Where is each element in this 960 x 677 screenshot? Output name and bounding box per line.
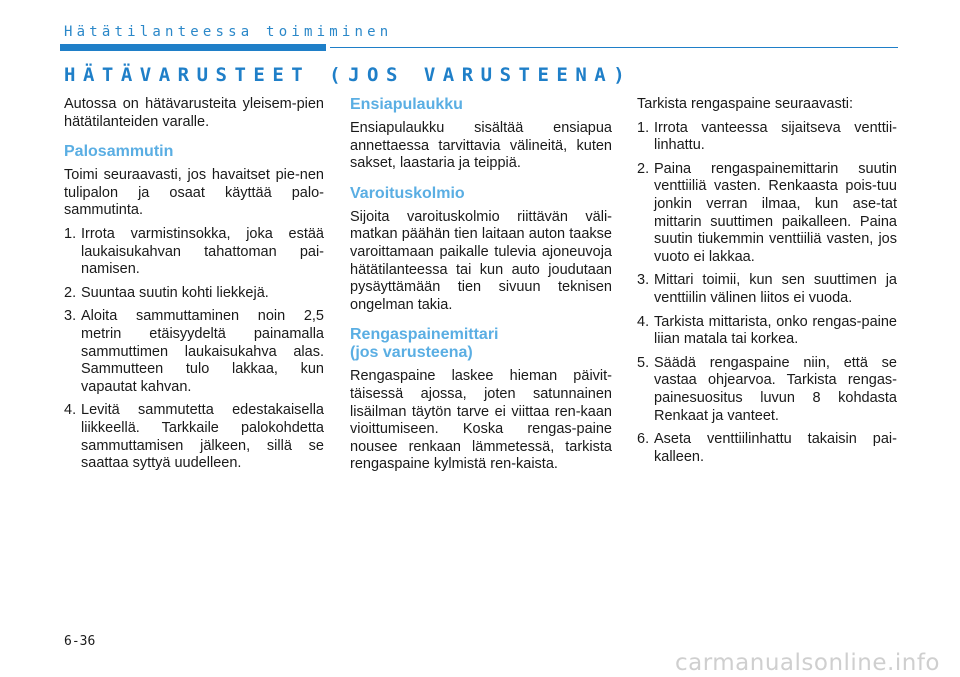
first-aid-kit-heading: Ensiapulaukku <box>350 96 463 113</box>
first-aid-kit-text: Ensiapulaukku sisältää ensiapua annettaessa tarvittavia välineitä, kuten sakset, laastaria ja teippiä. <box>350 120 612 172</box>
fire-extinguisher-heading: Palosammutin <box>64 143 174 161</box>
list-item <box>637 272 897 307</box>
list-item <box>64 308 324 396</box>
watermark: carmanualsonline.info <box>674 650 940 676</box>
warning-triangle-heading: Varoituskolmio <box>350 184 465 202</box>
step-text: Tarkista mittarista, onko rengas-paine liian matala tai korkea. <box>654 313 897 348</box>
step-number: 5. <box>637 354 650 371</box>
list-item <box>637 120 897 155</box>
step-text: Levitä sammutetta edestakaisella liikkeellä. Tarkkaile palokohdetta sammuttamisen jälkeen, sillä se saattaa syttyä uudelleen. <box>81 402 324 472</box>
column-2 <box>350 96 612 480</box>
tire-gauge-heading-line1: Rengaspainemittari <box>350 326 499 344</box>
list-item <box>637 161 897 267</box>
step-number: 1. <box>637 119 650 136</box>
step-text: Aseta venttiilinhattu takaisin pai-kalleen. <box>654 431 897 465</box>
warning-triangle-text: Sijoita varoituskolmio riittävän väli-matkan päähän tien laitaan auton taakse varoittamaan paikalle tulevia ajoneuvoja hätätilanteessa tai kun auto joudutaan pysäyttämään tien sivuun teknisen ongelman takia. <box>350 208 612 313</box>
list-item <box>64 285 324 303</box>
fire-extinguisher-lead: Toimi seuraavasti, jos havaitset pie-nen tulipalon ja osaat käyttää palo-sammutinta. <box>64 167 324 219</box>
chapter-breadcrumb: Hätätilanteessa toimiminen <box>64 24 393 40</box>
step-number: 1. <box>64 225 77 242</box>
tire-gauge-text: Rengaspaine laskee hieman päivit-täisessä ajossa, joten satunnainen lisäilman täytön tarve ei viittaa ren-kaan vioittumiseen. Koska rengas-paine nousee renkaan lämmetessä, tarkista rengaspaine kylmistä ren-kaista. <box>350 368 612 473</box>
intro-paragraph: Autossa on hätävarusteita yleisem-pien hätätilanteiden varalle. <box>64 96 324 130</box>
step-number: 2. <box>637 160 650 177</box>
step-number: 3. <box>637 272 650 289</box>
section-title: HÄTÄVARUSTEET (JOS VARUSTEENA) <box>64 64 633 86</box>
step-number: 6. <box>637 431 650 448</box>
tire-gauge-heading-line2: (jos varusteena) <box>350 344 473 362</box>
header-rule-thin <box>330 47 898 48</box>
column-3 <box>637 96 897 472</box>
list-item <box>64 226 324 279</box>
step-text: Irrota vanteessa sijaitseva venttii-linhattu. <box>654 119 897 154</box>
step-text: Mittari toimii, kun sen suuttimen ja venttiilin välinen liitos ei vuoda. <box>654 272 897 306</box>
list-item <box>637 355 897 425</box>
step-number: 4. <box>64 402 77 419</box>
step-text: Paina rengaspainemittarin suutin venttiiliä vasten. Renkaasta pois-tuu jonkin verran ilmaa, kun ase-tat mittarin suuttimen paikalleen. Paina suutin tiukemmin venttiiliä vasten, jos vuoto ei lakkaa. <box>654 160 897 265</box>
list-item <box>637 314 897 349</box>
list-item <box>637 431 897 466</box>
list-item <box>64 402 324 472</box>
tire-check-steps <box>637 120 897 467</box>
step-number: 3. <box>64 308 77 325</box>
step-text: Säädä rengaspaine niin, että se vastaa ohjearvoa. Tarkista rengas-painesuositus luvun 8 kohdasta Renkaat ja vanteet. <box>654 354 897 424</box>
tire-check-lead: Tarkista rengaspaine seuraavasti: <box>637 96 854 112</box>
step-text: Irrota varmistinsokka, joka estää laukaisukahvan tahattoman pai-namisen. <box>81 225 324 278</box>
step-text: Aloita sammuttaminen noin 2,5 metrin etäisyydeltä painamalla sammuttimen laukaisukahva alas. Sammutteen tulo lakkaa, kun vapautat kahvan. <box>81 308 324 395</box>
step-text: Suuntaa suutin kohti liekkejä. <box>81 284 269 301</box>
column-1 <box>64 96 324 479</box>
tire-gauge-heading <box>350 326 612 362</box>
page-number: 6-36 <box>64 634 96 649</box>
fire-extinguisher-steps <box>64 226 324 473</box>
step-number: 2. <box>64 284 77 301</box>
step-number: 4. <box>637 313 650 330</box>
header-rule-thick <box>60 44 326 51</box>
